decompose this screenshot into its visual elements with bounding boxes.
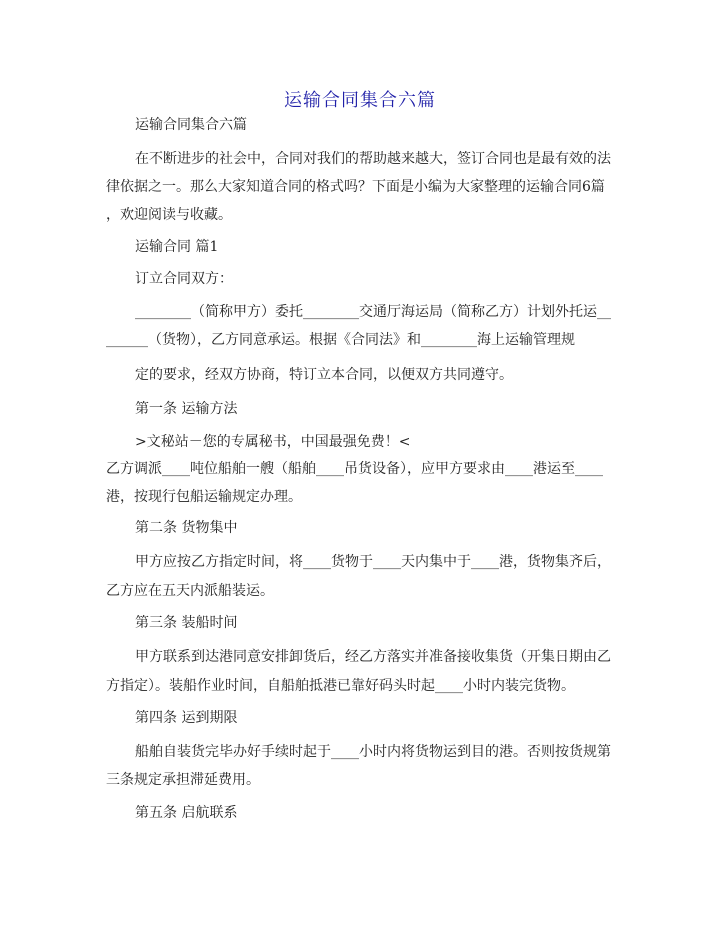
section-heading-1: 运输合同 篇1 bbox=[135, 239, 219, 255]
paragraph-line: 乙方调派____吨位船舶一艘（船舶____吊货设备），应甲方要求由____港运至____ bbox=[106, 461, 603, 477]
paragraph-line: 甲方应按乙方指定时间，将____货物于____天内集中于____港，货物集齐后， bbox=[135, 554, 611, 570]
paragraph-line: 乙方应在五天内派船装运。 bbox=[106, 583, 274, 599]
subtitle: 运输合同集合六篇 bbox=[135, 117, 247, 133]
paragraph-line: 三条规定承担滞延费用。 bbox=[106, 772, 260, 788]
paragraph-line: 甲方联系到达港同意安排卸货后，经乙方落实并准备接收集货（开集日期由乙 bbox=[135, 649, 611, 665]
paragraph-line: ______（货物），乙方同意承运。根据《合同法》和________海上运输管理规 bbox=[106, 332, 575, 348]
article-2-heading: 第二条 货物集中 bbox=[135, 520, 238, 536]
article-4-heading: 第四条 运到期限 bbox=[135, 710, 238, 726]
paragraph-line: 船舶自装货完毕办好手续时起于____小时内将货物运到目的港。否则按货规第 bbox=[135, 744, 611, 760]
article-3-heading: 第三条 装船时间 bbox=[135, 615, 238, 631]
intro-line-2: 律依据之一。那么大家知道合同的格式吗？下面是小编为大家整理的运输合同6篇 bbox=[106, 179, 605, 195]
paragraph-line: 方指定）。装船作业时间，自船舶抵港已靠好码头时起____小时内装完货物。 bbox=[106, 678, 575, 694]
watermark-line: >文秘站－您的专属秘书，中国最强免费！< bbox=[135, 434, 411, 450]
intro-line-3: ，欢迎阅读与收藏。 bbox=[106, 207, 232, 223]
article-5-heading: 第五条 启航联系 bbox=[135, 805, 238, 821]
paragraph-line: 定的要求，经双方协商，特订立本合同，以便双方共同遵守。 bbox=[135, 367, 513, 383]
document-title: 运输合同集合六篇 bbox=[284, 90, 436, 111]
paragraph-line: 港，按现行包船运输规定办理。 bbox=[106, 489, 302, 505]
article-1-heading: 第一条 运输方法 bbox=[135, 401, 238, 417]
paragraph-line: ________（简称甲方）委托________交通厅海运局（简称乙方）计划外托运__ bbox=[135, 304, 611, 320]
parties-heading: 订立合同双方： bbox=[135, 271, 233, 287]
intro-line-1: 在不断进步的社会中，合同对我们的帮助越来越大，签订合同也是最有效的法 bbox=[135, 151, 611, 167]
